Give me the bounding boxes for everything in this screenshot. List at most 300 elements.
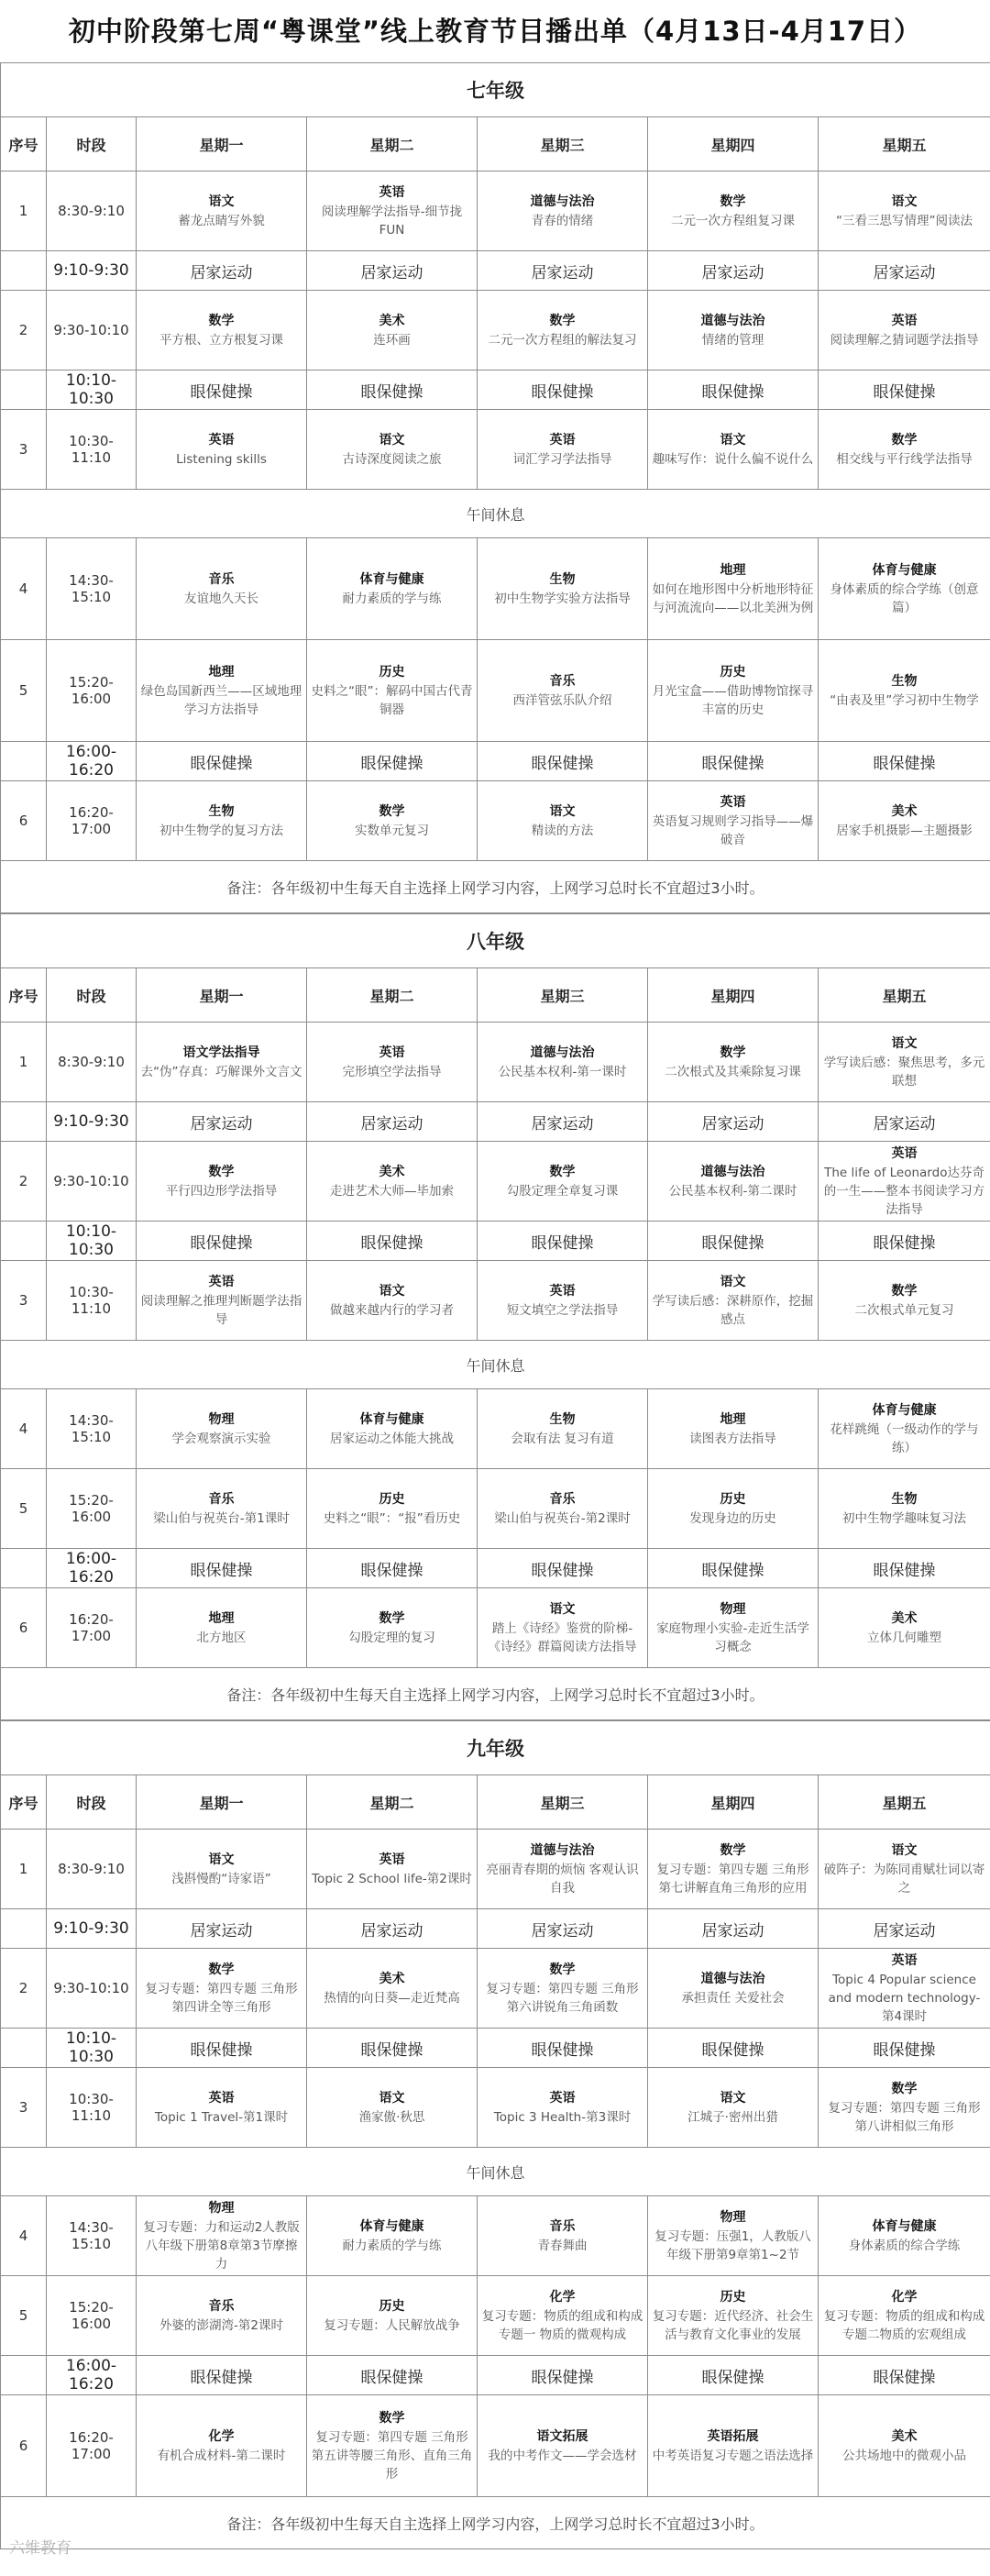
subject-name: 语文 xyxy=(208,1852,235,1867)
grade-header-row xyxy=(1,1721,990,1775)
grade-title: 七年级 xyxy=(1,63,990,117)
lesson-cell xyxy=(307,1023,478,1102)
period-number: 3 xyxy=(1,1261,47,1341)
lesson-topic: 趣味写作：说什么偏不说什么 xyxy=(652,451,814,467)
lesson-topic: 花样跳绳（一级动作的学与练） xyxy=(830,1421,979,1455)
break-row xyxy=(1,370,990,410)
grade-title: 八年级 xyxy=(1,914,990,968)
lesson-topic: 古诗深度阅读之旅 xyxy=(342,451,442,467)
lesson-cell xyxy=(478,2395,648,2497)
lesson-cell xyxy=(137,1830,307,1909)
subject-name: 数学 xyxy=(379,803,405,819)
lunch-break-label: 午间休息 xyxy=(1,2148,990,2196)
subject-name: 语文 xyxy=(379,1283,405,1299)
lesson-cell xyxy=(137,2276,307,2356)
subject-name: 地理 xyxy=(208,664,235,680)
lesson-cell xyxy=(478,1261,648,1341)
lesson-topic: “三看三思写情理”阅读法 xyxy=(836,213,974,228)
column-header: 星期五 xyxy=(819,1775,990,1830)
break-activity: 居家运动 xyxy=(307,1102,478,1142)
period-number: 6 xyxy=(1,2395,47,2497)
empty-cell xyxy=(1,1102,47,1142)
lesson-cell xyxy=(307,1588,478,1668)
lesson-topic: 热情的向日葵—走近梵高 xyxy=(324,1990,460,2006)
lesson-topic: 勾股定理全章复习课 xyxy=(506,1183,619,1199)
lesson-cell xyxy=(819,171,990,251)
period-number: 6 xyxy=(1,1588,47,1668)
lesson-topic: 家庭物理小实验-走近生活学习概念 xyxy=(656,1620,809,1654)
subject-name: 物理 xyxy=(720,2209,746,2225)
period-number: 2 xyxy=(1,291,47,370)
subject-name: 体育与健康 xyxy=(872,562,937,578)
lesson-topic: 复习专题：第四专题 三角形第六讲锐角三角函数 xyxy=(486,1981,639,2015)
subject-name: 数学 xyxy=(720,1045,746,1060)
break-activity: 居家运动 xyxy=(307,251,478,291)
empty-cell xyxy=(1,1222,47,1261)
subject-name: 语文 xyxy=(379,2090,405,2106)
subject-name: 语文 xyxy=(208,193,235,209)
period-number: 5 xyxy=(1,1469,47,1549)
break-activity: 眼保健操 xyxy=(307,370,478,410)
subject-name: 音乐 xyxy=(549,2218,576,2234)
schedule-table xyxy=(0,1720,990,2549)
lesson-cell xyxy=(819,2276,990,2356)
break-activity: 居家运动 xyxy=(648,1102,819,1142)
lesson-topic: 史料之“眼”：“报”看历史 xyxy=(323,1510,461,1526)
lesson-cell xyxy=(137,781,307,861)
time-slot: 9:30-10:10 xyxy=(47,1142,137,1222)
lesson-cell xyxy=(137,1142,307,1222)
subject-name: 数学 xyxy=(891,2081,918,2096)
break-activity: 居家运动 xyxy=(478,1102,648,1142)
subject-name: 音乐 xyxy=(208,571,235,587)
subject-name: 语文 xyxy=(720,432,746,448)
lesson-cell xyxy=(137,1949,307,2029)
lesson-cell xyxy=(819,1261,990,1341)
lesson-cell xyxy=(307,2276,478,2356)
column-header-row xyxy=(1,1775,990,1830)
time-slot: 10:10-10:30 xyxy=(47,1222,137,1261)
subject-name: 美术 xyxy=(379,313,405,328)
lesson-cell xyxy=(819,1588,990,1668)
lesson-topic: 公共场地中的微观小品 xyxy=(842,2448,967,2463)
lesson-cell xyxy=(478,2276,648,2356)
subject-name: 语文 xyxy=(720,2090,746,2106)
subject-name: 道德与法治 xyxy=(530,193,595,209)
break-activity: 眼保健操 xyxy=(137,1222,307,1261)
period-number: 1 xyxy=(1,1023,47,1102)
lesson-topic: “由表及里”学习初中生物学 xyxy=(830,692,979,708)
time-slot: 14:30-15:10 xyxy=(47,1389,137,1469)
time-slot: 16:00-16:20 xyxy=(47,1549,137,1588)
lesson-cell xyxy=(137,538,307,640)
lesson-cell xyxy=(137,171,307,251)
break-activity: 居家运动 xyxy=(478,1909,648,1949)
subject-name: 数学 xyxy=(891,432,918,448)
break-row xyxy=(1,742,990,781)
lesson-topic: 我的中考作文——学会选材 xyxy=(488,2448,637,2463)
lesson-cell xyxy=(307,410,478,490)
lesson-topic: 月光宝盒——借助博物馆探寻丰富的历史 xyxy=(652,683,814,717)
subject-name: 体育与健康 xyxy=(872,2218,937,2234)
subject-name: 历史 xyxy=(720,2289,746,2305)
period-number: 5 xyxy=(1,2276,47,2356)
break-activity: 居家运动 xyxy=(137,1909,307,1949)
lesson-cell xyxy=(307,1949,478,2029)
subject-name: 道德与法治 xyxy=(700,1164,765,1179)
subject-name: 数学 xyxy=(208,1962,235,1977)
lesson-cell xyxy=(137,640,307,742)
schedule-table xyxy=(0,913,990,1720)
break-row xyxy=(1,2029,990,2068)
lesson-topic: 破阵子：为陈同甫赋壮词以寄之 xyxy=(823,1862,985,1896)
lesson-topic: Topic 4 Popular science and modern technology-第4课时 xyxy=(828,1972,981,2024)
lesson-topic: 读图表方法指导 xyxy=(689,1431,776,1446)
subject-name: 生物 xyxy=(891,1491,918,1507)
lesson-topic: 连环画 xyxy=(373,332,411,348)
subject-name: 英语 xyxy=(549,2090,576,2106)
lesson-topic: 二次根式单元复习 xyxy=(854,1302,954,1318)
lesson-topic: 阅读理解之推理判断题学法指导 xyxy=(140,1293,302,1327)
time-slot: 15:20-16:00 xyxy=(47,640,137,742)
lesson-topic: 学会观察演示实验 xyxy=(171,1431,271,1446)
lesson-cell xyxy=(137,1588,307,1668)
break-activity: 居家运动 xyxy=(819,251,990,291)
break-activity: 居家运动 xyxy=(307,1909,478,1949)
subject-name: 英语 xyxy=(549,1283,576,1299)
lesson-cell xyxy=(819,1949,990,2029)
subject-name: 数学 xyxy=(379,2410,405,2426)
subject-name: 地理 xyxy=(208,1610,235,1626)
empty-cell xyxy=(1,251,47,291)
lesson-cell xyxy=(137,2068,307,2148)
time-slot: 10:30-11:10 xyxy=(47,2068,137,2148)
column-header: 星期三 xyxy=(478,1775,648,1830)
subject-name: 数学 xyxy=(549,1962,576,1977)
lesson-topic: 复习专题：第四专题 三角形第五讲等腰三角形、直角三角形 xyxy=(311,2429,473,2482)
subject-name: 英语 xyxy=(891,1145,918,1161)
lesson-topic: Topic 3 Health-第3课时 xyxy=(493,2109,632,2125)
lesson-topic: 西洋管弦乐队介绍 xyxy=(512,692,612,708)
time-slot: 10:10-10:30 xyxy=(47,370,137,410)
lesson-cell xyxy=(648,291,819,370)
subject-name: 数学 xyxy=(549,1164,576,1179)
lesson-cell xyxy=(478,2068,648,2148)
grade-header-row xyxy=(1,914,990,968)
lesson-row xyxy=(1,640,990,742)
subject-name: 体育与健康 xyxy=(359,1411,424,1427)
lesson-cell xyxy=(137,1023,307,1102)
empty-cell xyxy=(1,2029,47,2068)
lesson-topic: 复习专题：物质的组成和构成专题二物质的宏观组成 xyxy=(823,2308,985,2342)
lesson-cell xyxy=(819,1142,990,1222)
lesson-row xyxy=(1,2196,990,2276)
break-row xyxy=(1,2356,990,2395)
lesson-cell xyxy=(137,410,307,490)
subject-name: 语文拓展 xyxy=(536,2428,588,2444)
schedule-table xyxy=(0,62,990,913)
break-activity: 眼保健操 xyxy=(307,742,478,781)
time-slot: 15:20-16:00 xyxy=(47,1469,137,1549)
lesson-row xyxy=(1,781,990,861)
lesson-topic: 身体素质的综合学练（创意篇） xyxy=(830,581,979,615)
subject-name: 数学 xyxy=(891,1283,918,1299)
subject-name: 体育与健康 xyxy=(359,571,424,587)
lesson-topic: 阅读理解学法指导-细节拢FUN xyxy=(321,204,463,238)
column-header: 时段 xyxy=(47,968,137,1023)
lesson-cell xyxy=(307,171,478,251)
subject-name: 英语 xyxy=(379,1045,405,1060)
subject-name: 美术 xyxy=(891,2428,918,2444)
column-header: 星期一 xyxy=(137,968,307,1023)
lesson-topic: 发现身边的历史 xyxy=(689,1510,776,1526)
break-activity: 眼保健操 xyxy=(478,370,648,410)
grade-section xyxy=(0,1720,990,2549)
note-row xyxy=(1,2497,990,2549)
lesson-topic: 初中生物学实验方法指导 xyxy=(494,591,631,606)
lesson-topic: 复习专题：人民解放战争 xyxy=(324,2317,460,2333)
lesson-cell xyxy=(478,410,648,490)
subject-name: 英语 xyxy=(891,313,918,328)
subject-name: 数学 xyxy=(379,1610,405,1626)
lesson-topic: 耐力素质的学与练 xyxy=(342,2238,442,2253)
subject-name: 数学 xyxy=(208,1164,235,1179)
period-number: 4 xyxy=(1,1389,47,1469)
subject-name: 语文学法指导 xyxy=(182,1045,260,1060)
column-header: 星期四 xyxy=(648,117,819,171)
subject-name: 化学 xyxy=(208,2428,235,2444)
lesson-cell xyxy=(478,291,648,370)
lesson-topic: 实数单元复习 xyxy=(355,823,429,838)
lesson-topic: 复习专题：压强1，人教版八年级下册第9章第1~2节 xyxy=(654,2228,811,2262)
subject-name: 音乐 xyxy=(208,1491,235,1507)
lesson-topic: 外婆的澎湖湾-第2课时 xyxy=(160,2317,283,2333)
lesson-topic: 完形填空学法指导 xyxy=(342,1064,442,1079)
lesson-topic: 复习专题：物质的组成和构成专题一 物质的微观构成 xyxy=(481,2308,644,2342)
lesson-topic: 会取有法 复习有道 xyxy=(511,1431,614,1446)
subject-name: 数学 xyxy=(720,1842,746,1858)
break-activity: 居家运动 xyxy=(137,1102,307,1142)
subject-name: 语文 xyxy=(891,1035,918,1051)
lesson-cell xyxy=(648,781,819,861)
lesson-topic: 短文填空之学法指导 xyxy=(506,1302,619,1318)
time-slot: 14:30-15:10 xyxy=(47,2196,137,2276)
break-activity: 眼保健操 xyxy=(648,1222,819,1261)
lesson-topic: 中考英语复习专题之语法选择 xyxy=(652,2448,814,2463)
break-activity: 居家运动 xyxy=(478,251,648,291)
lesson-cell xyxy=(307,2395,478,2497)
break-activity: 眼保健操 xyxy=(307,1549,478,1588)
column-header: 星期五 xyxy=(819,117,990,171)
lunch-break-row xyxy=(1,490,990,538)
break-activity: 眼保健操 xyxy=(478,2356,648,2395)
break-activity: 眼保健操 xyxy=(307,2029,478,2068)
lesson-topic: 精读的方法 xyxy=(531,823,594,838)
subject-name: 英语 xyxy=(549,432,576,448)
break-activity: 眼保健操 xyxy=(478,1549,648,1588)
subject-name: 生物 xyxy=(549,1411,576,1427)
lesson-row xyxy=(1,291,990,370)
lesson-topic: Topic 1 Travel-第1课时 xyxy=(154,2109,289,2125)
lesson-cell xyxy=(819,2068,990,2148)
lesson-cell xyxy=(307,1830,478,1909)
lesson-cell xyxy=(307,1261,478,1341)
column-header: 序号 xyxy=(1,117,47,171)
column-header: 星期二 xyxy=(307,117,478,171)
lesson-row xyxy=(1,410,990,490)
column-header: 星期四 xyxy=(648,1775,819,1830)
lesson-cell xyxy=(137,1469,307,1549)
break-row xyxy=(1,1102,990,1142)
time-slot: 16:20-17:00 xyxy=(47,1588,137,1668)
lesson-cell xyxy=(307,291,478,370)
time-slot: 10:30-11:10 xyxy=(47,410,137,490)
lesson-topic: 复习专题：第四专题 三角形第七讲解直角三角形的应用 xyxy=(656,1862,809,1896)
break-activity: 居家运动 xyxy=(137,251,307,291)
lesson-topic: 梁山伯与祝英台-第2课时 xyxy=(494,1510,631,1526)
subject-name: 体育与健康 xyxy=(872,1402,937,1418)
lesson-cell xyxy=(819,1830,990,1909)
lesson-cell xyxy=(478,171,648,251)
subject-name: 体育与健康 xyxy=(359,2218,424,2234)
subject-name: 英语 xyxy=(208,1274,235,1289)
subject-name: 历史 xyxy=(720,664,746,680)
lesson-cell xyxy=(648,538,819,640)
subject-name: 语文 xyxy=(891,193,918,209)
lesson-cell xyxy=(819,781,990,861)
lesson-topic: 如何在地形图中分析地形特征与河流流向——以北美洲为例 xyxy=(652,581,814,615)
lesson-cell xyxy=(478,1469,648,1549)
lunch-break-row xyxy=(1,1341,990,1389)
lesson-row xyxy=(1,2395,990,2497)
empty-cell xyxy=(1,2356,47,2395)
column-header: 星期四 xyxy=(648,968,819,1023)
lesson-cell xyxy=(478,1389,648,1469)
subject-name: 英语 xyxy=(720,794,746,810)
break-row xyxy=(1,1909,990,1949)
lesson-topic: 勾股定理的复习 xyxy=(348,1630,435,1645)
break-activity: 居家运动 xyxy=(648,1909,819,1949)
lunch-break-row xyxy=(1,2148,990,2196)
lesson-topic: 北方地区 xyxy=(196,1630,247,1645)
subject-name: 英语拓展 xyxy=(707,2428,759,2444)
lesson-cell xyxy=(307,1389,478,1469)
lesson-topic: 居家手机摄影—主题摄影 xyxy=(836,823,973,838)
lesson-row xyxy=(1,1389,990,1469)
column-header: 时段 xyxy=(47,1775,137,1830)
lesson-cell xyxy=(819,1469,990,1549)
lesson-topic: 平方根、立方根复习课 xyxy=(160,332,283,348)
lesson-topic: 学写读后感：聚焦思考，多元联想 xyxy=(823,1055,985,1089)
lesson-cell xyxy=(819,640,990,742)
subject-name: 英语 xyxy=(379,184,405,200)
lunch-break-label: 午间休息 xyxy=(1,490,990,538)
grade-section xyxy=(0,62,990,913)
lesson-row xyxy=(1,2276,990,2356)
column-header: 星期二 xyxy=(307,1775,478,1830)
break-activity: 眼保健操 xyxy=(819,742,990,781)
lesson-topic: 平行四边形学法指导 xyxy=(165,1183,278,1199)
subject-name: 英语 xyxy=(208,2090,235,2106)
column-header: 序号 xyxy=(1,1775,47,1830)
lesson-cell xyxy=(648,1830,819,1909)
period-number: 6 xyxy=(1,781,47,861)
time-slot: 8:30-9:10 xyxy=(47,1023,137,1102)
subject-name: 美术 xyxy=(891,803,918,819)
lesson-topic: 居家运动之体能大挑战 xyxy=(330,1431,454,1446)
period-number: 4 xyxy=(1,2196,47,2276)
lesson-cell xyxy=(648,2068,819,2148)
subject-name: 道德与法治 xyxy=(700,1971,765,1986)
lesson-topic: 初中生物学趣味复习法 xyxy=(842,1510,967,1526)
column-header: 星期五 xyxy=(819,968,990,1023)
lesson-cell xyxy=(478,781,648,861)
lesson-cell xyxy=(478,1830,648,1909)
lesson-topic: 承担责任 关爱社会 xyxy=(681,1990,785,2006)
period-number: 3 xyxy=(1,410,47,490)
lesson-cell xyxy=(648,1469,819,1549)
empty-cell xyxy=(1,1909,47,1949)
lesson-topic: 公民基本权利-第一课时 xyxy=(498,1064,627,1079)
lesson-topic: 公民基本权利-第二课时 xyxy=(668,1183,798,1199)
grade-section xyxy=(0,913,990,1720)
lesson-topic: 浅斟慢酌“诗家语” xyxy=(171,1871,271,1886)
break-row xyxy=(1,1222,990,1261)
time-slot: 10:30-11:10 xyxy=(47,1261,137,1341)
subject-name: 化学 xyxy=(891,2289,918,2305)
empty-cell xyxy=(1,1549,47,1588)
subject-name: 数学 xyxy=(549,313,576,328)
lesson-row xyxy=(1,1142,990,1222)
note-row xyxy=(1,1668,990,1720)
lesson-topic: 踏上《诗经》鉴赏的阶梯-《诗经》群篇阅读方法指导 xyxy=(488,1620,637,1654)
break-activity: 眼保健操 xyxy=(648,742,819,781)
lesson-topic: 青春的情绪 xyxy=(531,213,594,228)
break-activity: 眼保健操 xyxy=(137,1549,307,1588)
subject-name: 物理 xyxy=(208,1411,235,1427)
break-activity: 居家运动 xyxy=(819,1909,990,1949)
period-number: 3 xyxy=(1,2068,47,2148)
subject-name: 物理 xyxy=(720,1601,746,1617)
break-row xyxy=(1,1549,990,1588)
break-activity: 眼保健操 xyxy=(648,370,819,410)
lesson-topic: 复习专题：近代经济、社会生活与教育文化事业的发展 xyxy=(652,2308,814,2342)
lesson-topic: 史料之“眼”：解码中国古代青铜器 xyxy=(311,683,473,717)
lesson-topic: The life of Leonardo达芬奇的一生——整本书阅读学习方法指导 xyxy=(823,1165,985,1217)
break-activity: 眼保健操 xyxy=(137,370,307,410)
subject-name: 历史 xyxy=(379,664,405,680)
lesson-topic: 复习专题：第四专题 三角形第八讲相似三角形 xyxy=(828,2100,981,2134)
time-slot: 8:30-9:10 xyxy=(47,1830,137,1909)
break-activity: 眼保健操 xyxy=(478,1222,648,1261)
lesson-row xyxy=(1,1588,990,1668)
lesson-cell xyxy=(478,538,648,640)
lesson-cell xyxy=(819,2196,990,2276)
break-activity: 居家运动 xyxy=(819,1102,990,1142)
note-text: 备注：各年级初中生每天自主选择上网学习内容，上网学习总时长不宜超过3小时。 xyxy=(1,1668,990,1720)
lesson-cell xyxy=(307,781,478,861)
break-activity: 眼保健操 xyxy=(307,2356,478,2395)
break-activity: 眼保健操 xyxy=(478,2029,648,2068)
lesson-topic: 身体素质的综合学练 xyxy=(848,2238,961,2253)
lesson-topic: Listening skills xyxy=(176,451,267,467)
break-activity: 眼保健操 xyxy=(478,742,648,781)
subject-name: 生物 xyxy=(208,803,235,819)
note-text: 备注：各年级初中生每天自主选择上网学习内容，上网学习总时长不宜超过3小时。 xyxy=(1,2497,990,2549)
break-activity: 眼保健操 xyxy=(819,1222,990,1261)
period-number: 4 xyxy=(1,538,47,640)
lesson-cell xyxy=(648,410,819,490)
